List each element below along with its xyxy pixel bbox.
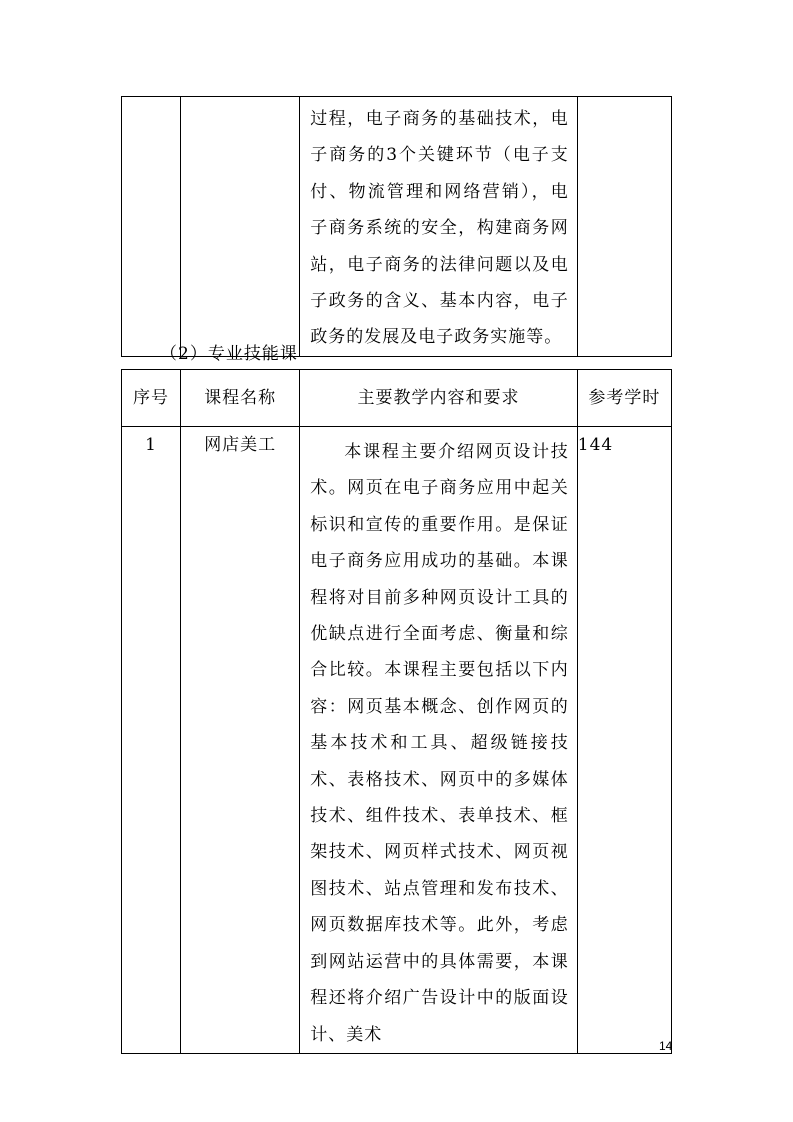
- professional-skills-table: [121, 369, 672, 1054]
- table-header-row: [122, 370, 672, 427]
- header-hours: 参考学时: [577, 370, 671, 427]
- row-content-cell: [300, 427, 578, 1054]
- row-hours: 144: [577, 427, 671, 1054]
- continued-course-table: [121, 96, 672, 357]
- header-content: 主要教学内容和要求: [300, 370, 578, 427]
- page-number: 14: [659, 1039, 673, 1053]
- header-course-name: 课程名称: [181, 370, 300, 427]
- section-heading: （2）专业技能课: [160, 344, 298, 364]
- header-index: 序号: [122, 370, 181, 427]
- index-cell: [122, 97, 181, 357]
- table-row: [122, 427, 672, 1054]
- course-content-text: 过程，电子商务的基础技术，电子商务的3个关键环节（电子支付、物流管理和网络营销），电子商务系统的安全，构建商务网站，电子商务的法律问题以及电子政务的含义、基本内容，电子政务的发展及电子政务实施等。: [310, 109, 569, 348]
- row-content-text: 本课程主要介绍网页设计技术。网页在电子商务应用中起关标识和宣传的重要作用。是保证电子商务应用成功的基础。本课程将对目前多种网页设计工具的优缺点进行全面考虑、衡量和综合比较。本课程主要包括以下内容：网页基本概念、创作网页的基本技术和工具、超级链接技术、表格技术、网页中的多媒体技术、组件技术、表单技术、框架技术、网页样式技术、网页视图技术、站点管理和发布技术、网页数据库技术等。此外，考虑到网站运营中的具体需要，本课程还将介绍广告设计中的版面设计、美术: [310, 442, 569, 1045]
- row-index: 1: [122, 427, 181, 1054]
- content-cell: [300, 97, 578, 357]
- hours-cell: [577, 97, 671, 357]
- course-name-cell: [181, 97, 300, 357]
- table-row: [122, 97, 672, 357]
- row-course-name: 网店美工: [181, 427, 300, 1054]
